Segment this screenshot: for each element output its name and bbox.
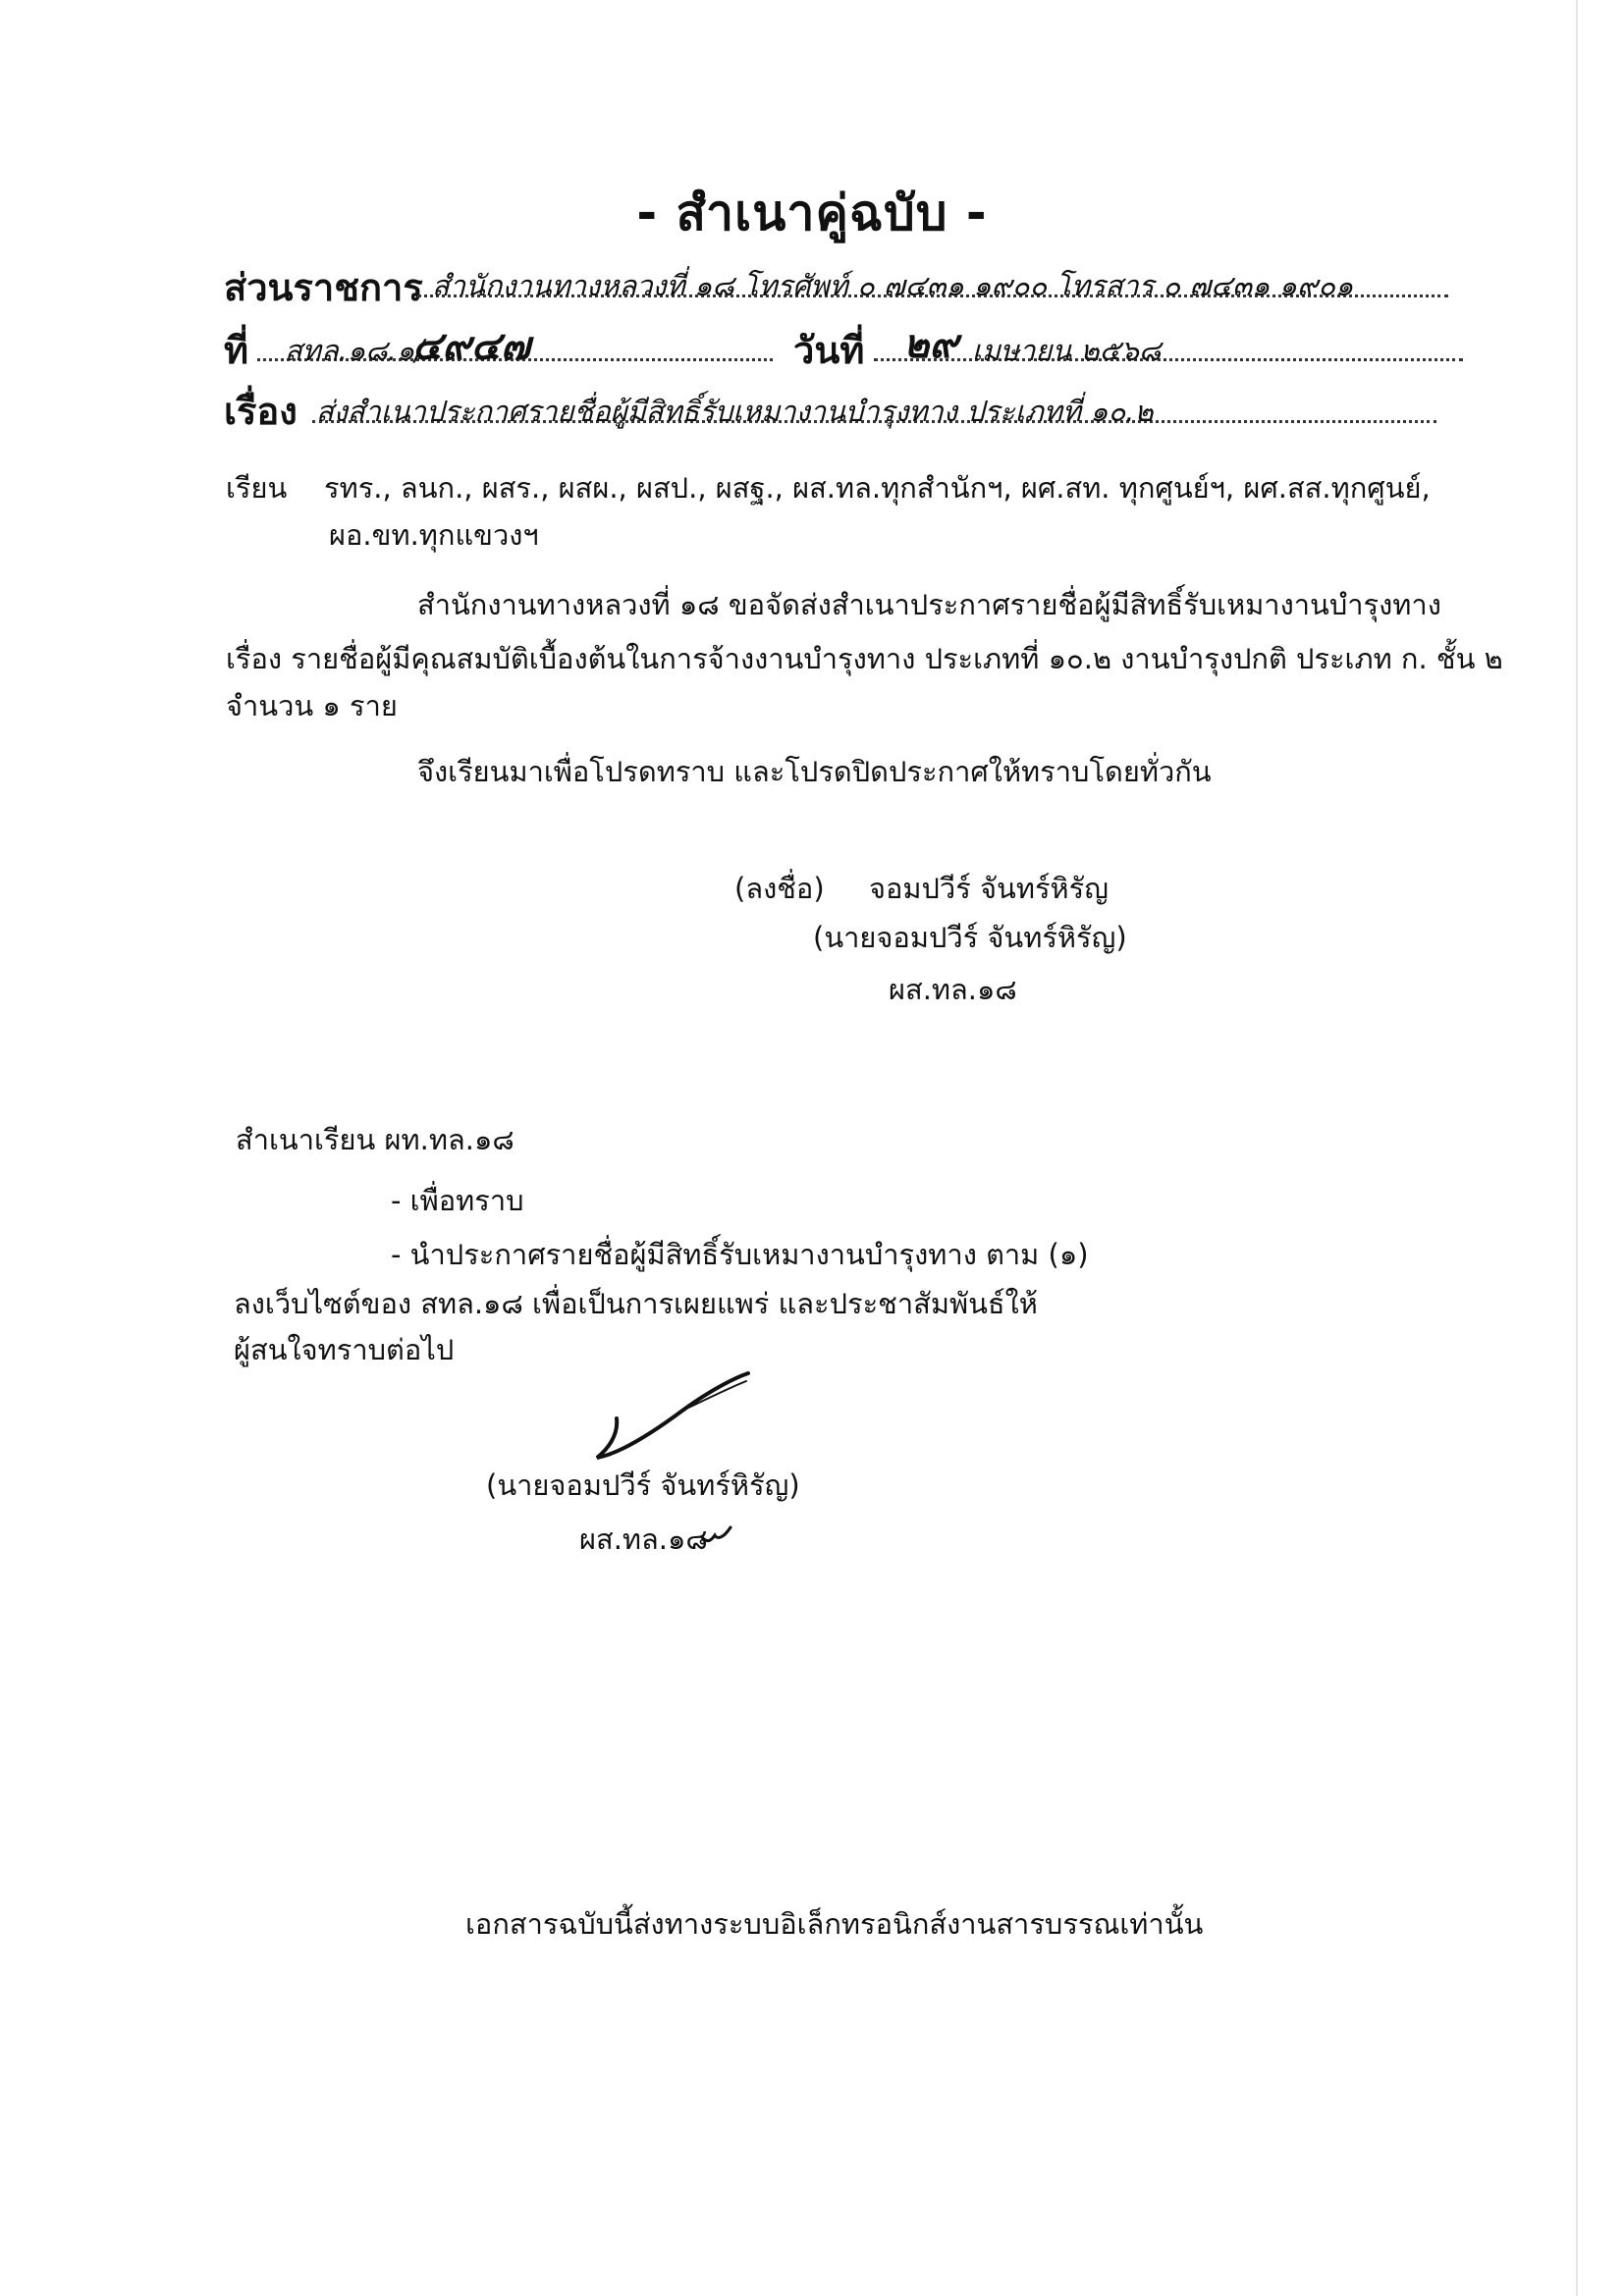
to-label: เรียน <box>226 471 288 505</box>
date-day-handwritten: ๒๙ <box>903 321 958 367</box>
body-line-1: สำนักงานทางหลวงที่ ๑๘ ขอจัดส่งสำเนาประกาศรายชื่อผู้มีสิทธิ์รับเหมางานบำรุงทาง <box>417 588 1441 621</box>
copy-signatory-full-name: (นายจอมปวีร์ จันทร์หิรัญ) <box>486 1468 800 1502</box>
copy-item-1: - เพื่อทราบ <box>391 1184 524 1217</box>
document-title: - สำเนาคู่ฉบับ - <box>636 185 988 241</box>
copy-line-4: ผู้สนใจทราบต่อไป <box>234 1333 455 1366</box>
ref-prefix: สทล.๑๘.๑/ <box>285 334 424 367</box>
initial-mark <box>699 1522 734 1547</box>
subject-label: เรื่อง <box>224 390 298 433</box>
scan-edge-line <box>1576 0 1578 2296</box>
date-month-year: เมษายน ๒๕๖๘ <box>972 334 1162 367</box>
body-line-2: เรื่อง รายชื่อผู้มีคุณสมบัติเบื้องต้นในการจ้างงานบำรุงทาง ประเภทที่ ๑๐.๒ งานบำรุงปกติ ประเภท ก. ชั้น ๒ <box>226 642 1503 675</box>
date-dotted-line <box>874 358 1463 361</box>
copy-to-line: สำเนาเรียน ผท.ทล.๑๘ <box>236 1123 514 1156</box>
footer-note: เอกสารฉบับนี้ส่งทางระบบอิเล็กทรอนิกส์งานสารบรรณเท่านั้น <box>465 1907 1204 1941</box>
agency-value: สำนักงานทางหลวงที่ ๑๘ โทรศัพท์ ๐ ๗๔๓๑ ๑๙๐๐ โทรสาร ๐ ๗๔๓๑ ๑๙๐๑ <box>432 269 1354 302</box>
signed-label: (ลงชื่อ) <box>734 872 825 905</box>
signatory-position: ผส.ทล.๑๘ <box>889 973 1017 1006</box>
copy-signatory-position: ผส.ทล.๑๘ <box>579 1522 708 1556</box>
ref-number-handwritten: ๔๙๔๗ <box>412 323 530 369</box>
handwritten-signature <box>589 1360 766 1472</box>
body-line-3: จำนวน ๑ ราย <box>226 689 398 722</box>
copy-line-3: ลงเว็บไซต์ของ สทล.๑๘ เพื่อเป็นการเผยแพร่ และประชาสัมพันธ์ให้ <box>234 1287 1038 1320</box>
subject-value: ส่งสำเนาประกาศรายชื่อผู้มีสิทธิ์รับเหมางานบำรุงทาง ประเภทที่ ๑๐.๒ <box>316 395 1154 428</box>
copy-item-2: - นำประกาศรายชื่อผู้มีสิทธิ์รับเหมางานบำรุงทาง ตาม (๑) <box>391 1238 1089 1271</box>
ref-label: ที่ <box>224 329 249 372</box>
signatory-full-name: (นายจอมปวีร์ จันทร์หิรัญ) <box>813 921 1127 954</box>
date-label: วันที่ <box>793 329 865 372</box>
closing-line: จึงเรียนมาเพื่อโปรดทราบ และโปรดปิดประกาศให้ทราบโดยทั่วกัน <box>417 755 1212 788</box>
to-line-2: ผอ.ขท.ทุกแขวงฯ <box>329 518 539 552</box>
signed-name: จอมปวีร์ จันทร์หิรัญ <box>869 872 1109 905</box>
agency-label: ส่วนราชการ <box>224 266 423 309</box>
to-line-1: รทร., ลนก., ผสร., ผสผ., ผสป., ผสฐ., ผส.ทล.ทุกสำนักฯ, ผศ.สท. ทุกศูนย์ฯ, ผศ.สส.ทุกศูนย์, <box>324 471 1431 505</box>
